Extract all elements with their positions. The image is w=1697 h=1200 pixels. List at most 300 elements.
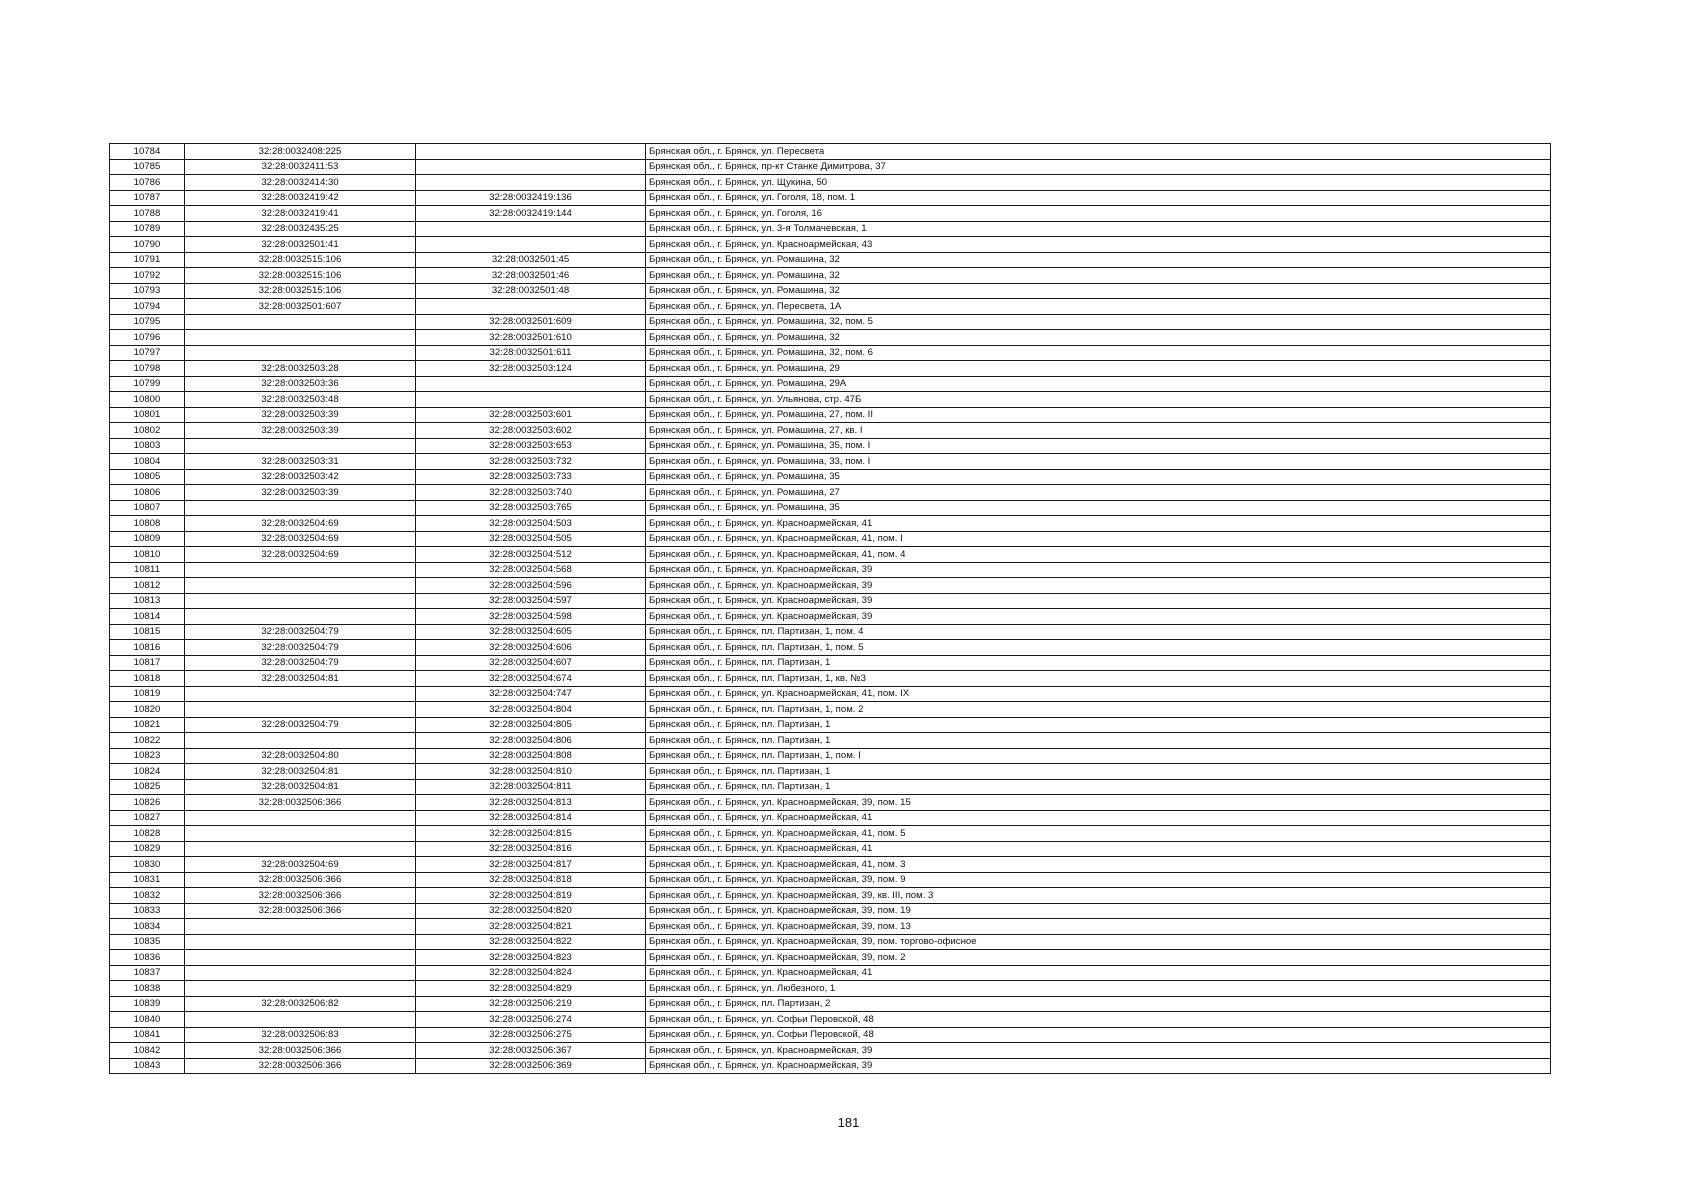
address-cell: Брянская обл., г. Брянск, ул. Красноармейская, 41, пом. IX [646,686,1551,702]
address-cell: Брянская обл., г. Брянск, ул. Красноармейская, 41, пом. 5 [646,826,1551,842]
object-cadastral-number-cell: 32:28:0032504:820 [416,903,646,919]
table-row [110,934,1551,950]
land-parcel-cadastral-number-cell [185,1012,416,1028]
row-number-cell: 10843 [110,1058,185,1074]
object-cadastral-number-cell [416,159,646,175]
object-cadastral-number-cell: 32:28:0032504:805 [416,717,646,733]
address-cell: Брянская обл., г. Брянск, ул. Ромашина, 35 [646,469,1551,485]
row-number-cell: 10810 [110,547,185,563]
row-number-cell: 10825 [110,779,185,795]
land-parcel-cadastral-number-cell [185,330,416,346]
address-cell: Брянская обл., г. Брянск, пл. Партизан, 1, кв. №3 [646,671,1551,687]
page-number: 181 [837,1115,860,1130]
table-row [110,407,1551,423]
address-cell: Брянская обл., г. Брянск, ул. Красноармейская, 39 [646,562,1551,578]
address-cell: Брянская обл., г. Брянск, ул. Ромашина, 32 [646,330,1551,346]
land-parcel-cadastral-number-cell [185,702,416,718]
row-number-cell: 10836 [110,950,185,966]
land-parcel-cadastral-number-cell: 32:28:0032419:42 [185,190,416,206]
land-parcel-cadastral-number-cell: 32:28:0032503:39 [185,407,416,423]
object-cadastral-number-cell: 32:28:0032501:46 [416,268,646,284]
row-number-cell: 10811 [110,562,185,578]
land-parcel-cadastral-number-cell [185,934,416,950]
land-parcel-cadastral-number-cell [185,841,416,857]
address-cell: Брянская обл., г. Брянск, ул. Ромашина, 27 [646,485,1551,501]
row-number-cell: 10785 [110,159,185,175]
table-row [110,888,1551,904]
table-row [110,950,1551,966]
address-cell: Брянская обл., г. Брянск, пл. Партизан, 1 [646,733,1551,749]
address-cell: Брянская обл., г. Брянск, ул. Ромашина, 35 [646,500,1551,516]
address-cell: Брянская обл., г. Брянск, ул. Красноармейская, 39 [646,1043,1551,1059]
object-cadastral-number-cell: 32:28:0032504:806 [416,733,646,749]
row-number-cell: 10801 [110,407,185,423]
address-cell: Брянская обл., г. Брянск, пл. Партизан, 2 [646,996,1551,1012]
row-number-cell: 10830 [110,857,185,873]
table-row [110,562,1551,578]
row-number-cell: 10841 [110,1027,185,1043]
object-cadastral-number-cell: 32:28:0032504:816 [416,841,646,857]
row-number-cell: 10796 [110,330,185,346]
row-number-cell: 10809 [110,531,185,547]
land-parcel-cadastral-number-cell [185,826,416,842]
land-parcel-cadastral-number-cell: 32:28:0032506:366 [185,1058,416,1074]
row-number-cell: 10839 [110,996,185,1012]
table-row [110,624,1551,640]
address-cell: Брянская обл., г. Брянск, ул. Ромашина, 33, пом. I [646,454,1551,470]
object-cadastral-number-cell: 32:28:0032503:653 [416,438,646,454]
object-cadastral-number-cell: 32:28:0032504:747 [416,686,646,702]
object-cadastral-number-cell: 32:28:0032504:503 [416,516,646,532]
address-cell: Брянская обл., г. Брянск, ул. 3-я Толмачевская, 1 [646,221,1551,237]
land-parcel-cadastral-number-cell: 32:28:0032504:79 [185,624,416,640]
object-cadastral-number-cell: 32:28:0032503:733 [416,469,646,485]
land-parcel-cadastral-number-cell: 32:28:0032414:30 [185,175,416,191]
row-number-cell: 10807 [110,500,185,516]
land-parcel-cadastral-number-cell: 32:28:0032501:41 [185,237,416,253]
address-cell: Брянская обл., г. Брянск, пл. Партизан, 1 [646,655,1551,671]
table-row [110,144,1551,160]
table-row [110,485,1551,501]
address-cell: Брянская обл., г. Брянск, ул. Ромашина, 29А [646,376,1551,392]
table-row [110,376,1551,392]
land-parcel-cadastral-number-cell: 32:28:0032501:607 [185,299,416,315]
row-number-cell: 10816 [110,640,185,656]
table-row [110,733,1551,749]
table-row [110,345,1551,361]
land-parcel-cadastral-number-cell [185,733,416,749]
row-number-cell: 10821 [110,717,185,733]
land-parcel-cadastral-number-cell: 32:28:0032504:69 [185,547,416,563]
table-row [110,221,1551,237]
object-cadastral-number-cell: 32:28:0032504:817 [416,857,646,873]
address-cell: Брянская обл., г. Брянск, ул. Гоголя, 16 [646,206,1551,222]
table-row [110,779,1551,795]
table-row [110,190,1551,206]
table-row [110,578,1551,594]
land-parcel-cadastral-number-cell: 32:28:0032504:69 [185,857,416,873]
table-row [110,655,1551,671]
row-number-cell: 10787 [110,190,185,206]
table-row [110,857,1551,873]
row-number-cell: 10803 [110,438,185,454]
object-cadastral-number-cell: 32:28:0032501:48 [416,283,646,299]
object-cadastral-number-cell: 32:28:0032503:601 [416,407,646,423]
object-cadastral-number-cell: 32:28:0032504:810 [416,764,646,780]
table-row [110,454,1551,470]
land-parcel-cadastral-number-cell: 32:28:0032411:53 [185,159,416,175]
table-row [110,748,1551,764]
address-cell: Брянская обл., г. Брянск, пл. Партизан, 1, пом. 2 [646,702,1551,718]
address-cell: Брянская обл., г. Брянск, ул. Ромашина, 32 [646,268,1551,284]
row-number-cell: 10837 [110,965,185,981]
row-number-cell: 10790 [110,237,185,253]
address-cell: Брянская обл., г. Брянск, ул. Красноармейская, 39, пом. 9 [646,872,1551,888]
row-number-cell: 10824 [110,764,185,780]
address-cell: Брянская обл., г. Брянск, ул. Пересвета, 1А [646,299,1551,315]
row-number-cell: 10789 [110,221,185,237]
object-cadastral-number-cell: 32:28:0032504:818 [416,872,646,888]
table-row [110,330,1551,346]
row-number-cell: 10798 [110,361,185,377]
address-cell: Брянская обл., г. Брянск, ул. Красноармейская, 39, кв. III, пом. 3 [646,888,1551,904]
land-parcel-cadastral-number-cell: 32:28:0032503:48 [185,392,416,408]
table-row [110,283,1551,299]
land-parcel-cadastral-number-cell: 32:28:0032504:81 [185,779,416,795]
object-cadastral-number-cell: 32:28:0032506:369 [416,1058,646,1074]
table-row [110,237,1551,253]
row-number-cell: 10804 [110,454,185,470]
row-number-cell: 10805 [110,469,185,485]
address-cell: Брянская обл., г. Брянск, ул. Ульянова, стр. 47Б [646,392,1551,408]
object-cadastral-number-cell: 32:28:0032503:765 [416,500,646,516]
address-cell: Брянская обл., г. Брянск, ул. Щукина, 50 [646,175,1551,191]
table-row [110,1027,1551,1043]
land-parcel-cadastral-number-cell: 32:28:0032503:39 [185,485,416,501]
land-parcel-cadastral-number-cell: 32:28:0032503:36 [185,376,416,392]
object-cadastral-number-cell: 32:28:0032504:505 [416,531,646,547]
object-cadastral-number-cell: 32:28:0032504:823 [416,950,646,966]
object-cadastral-number-cell [416,221,646,237]
land-parcel-cadastral-number-cell: 32:28:0032504:69 [185,516,416,532]
table-row [110,159,1551,175]
address-cell: Брянская обл., г. Брянск, ул. Ромашина, 32 [646,252,1551,268]
address-cell: Брянская обл., г. Брянск, ул. Красноармейская, 39, пом. торгово-офисное [646,934,1551,950]
table-row [110,500,1551,516]
registry-table [109,143,1551,1074]
land-parcel-cadastral-number-cell: 32:28:0032435:25 [185,221,416,237]
object-cadastral-number-cell: 32:28:0032506:275 [416,1027,646,1043]
table-row [110,438,1551,454]
table-row [110,810,1551,826]
land-parcel-cadastral-number-cell [185,438,416,454]
registry-table-body [110,144,1551,1074]
row-number-cell: 10791 [110,252,185,268]
row-number-cell: 10815 [110,624,185,640]
row-number-cell: 10812 [110,578,185,594]
object-cadastral-number-cell: 32:28:0032504:815 [416,826,646,842]
land-parcel-cadastral-number-cell [185,500,416,516]
address-cell: Брянская обл., г. Брянск, пл. Партизан, 1, пом. 4 [646,624,1551,640]
object-cadastral-number-cell: 32:28:0032501:611 [416,345,646,361]
land-parcel-cadastral-number-cell: 32:28:0032408:225 [185,144,416,160]
object-cadastral-number-cell: 32:28:0032503:732 [416,454,646,470]
object-cadastral-number-cell: 32:28:0032504:813 [416,795,646,811]
row-number-cell: 10786 [110,175,185,191]
row-number-cell: 10813 [110,593,185,609]
land-parcel-cadastral-number-cell: 32:28:0032504:81 [185,764,416,780]
table-row [110,841,1551,857]
object-cadastral-number-cell: 32:28:0032504:512 [416,547,646,563]
address-cell: Брянская обл., г. Брянск, ул. Красноармейская, 39, пом. 13 [646,919,1551,935]
land-parcel-cadastral-number-cell [185,981,416,997]
address-cell: Брянская обл., г. Брянск, ул. Ромашина, 29 [646,361,1551,377]
object-cadastral-number-cell: 32:28:0032504:674 [416,671,646,687]
address-cell: Брянская обл., г. Брянск, ул. Красноармейская, 41, пом. I [646,531,1551,547]
address-cell: Брянская обл., г. Брянск, ул. Ромашина, 32 [646,283,1551,299]
row-number-cell: 10819 [110,686,185,702]
address-cell: Брянская обл., г. Брянск, ул. Ромашина, 32, пом. 6 [646,345,1551,361]
land-parcel-cadastral-number-cell: 32:28:0032515:106 [185,268,416,284]
object-cadastral-number-cell: 32:28:0032504:607 [416,655,646,671]
row-number-cell: 10828 [110,826,185,842]
table-row [110,919,1551,935]
row-number-cell: 10820 [110,702,185,718]
land-parcel-cadastral-number-cell [185,578,416,594]
address-cell: Брянская обл., г. Брянск, пл. Партизан, 1, пом. 5 [646,640,1551,656]
table-row [110,392,1551,408]
row-number-cell: 10817 [110,655,185,671]
address-cell: Брянская обл., г. Брянск, ул. Софьи Перовской, 48 [646,1027,1551,1043]
object-cadastral-number-cell: 32:28:0032504:804 [416,702,646,718]
land-parcel-cadastral-number-cell: 32:28:0032506:366 [185,888,416,904]
table-row [110,764,1551,780]
address-cell: Брянская обл., г. Брянск, ул. Красноармейская, 39 [646,593,1551,609]
row-number-cell: 10806 [110,485,185,501]
table-row [110,717,1551,733]
row-number-cell: 10797 [110,345,185,361]
object-cadastral-number-cell: 32:28:0032504:814 [416,810,646,826]
row-number-cell: 10823 [110,748,185,764]
row-number-cell: 10833 [110,903,185,919]
land-parcel-cadastral-number-cell: 32:28:0032503:28 [185,361,416,377]
table-row [110,795,1551,811]
table-row [110,981,1551,997]
row-number-cell: 10834 [110,919,185,935]
object-cadastral-number-cell: 32:28:0032504:605 [416,624,646,640]
object-cadastral-number-cell: 32:28:0032504:606 [416,640,646,656]
land-parcel-cadastral-number-cell [185,562,416,578]
object-cadastral-number-cell: 32:28:0032501:610 [416,330,646,346]
table-row [110,469,1551,485]
address-cell: Брянская обл., г. Брянск, ул. Красноармейская, 41, пом. 4 [646,547,1551,563]
row-number-cell: 10784 [110,144,185,160]
object-cadastral-number-cell: 32:28:0032504:829 [416,981,646,997]
object-cadastral-number-cell: 32:28:0032504:598 [416,609,646,625]
row-number-cell: 10799 [110,376,185,392]
table-row [110,268,1551,284]
row-number-cell: 10831 [110,872,185,888]
address-cell: Брянская обл., г. Брянск, ул. Красноармейская, 41 [646,965,1551,981]
object-cadastral-number-cell: 32:28:0032504:568 [416,562,646,578]
object-cadastral-number-cell [416,144,646,160]
land-parcel-cadastral-number-cell: 32:28:0032506:83 [185,1027,416,1043]
object-cadastral-number-cell [416,392,646,408]
table-row [110,516,1551,532]
address-cell: Брянская обл., г. Брянск, пл. Партизан, 1 [646,717,1551,733]
land-parcel-cadastral-number-cell: 32:28:0032506:366 [185,903,416,919]
table-row [110,1012,1551,1028]
table-row [110,252,1551,268]
row-number-cell: 10808 [110,516,185,532]
object-cadastral-number-cell [416,299,646,315]
address-cell: Брянская обл., г. Брянск, ул. Ромашина, 27, кв. I [646,423,1551,439]
row-number-cell: 10838 [110,981,185,997]
land-parcel-cadastral-number-cell: 32:28:0032503:31 [185,454,416,470]
land-parcel-cadastral-number-cell: 32:28:0032504:79 [185,655,416,671]
object-cadastral-number-cell: 32:28:0032506:219 [416,996,646,1012]
object-cadastral-number-cell: 32:28:0032504:821 [416,919,646,935]
address-cell: Брянская обл., г. Брянск, ул. Гоголя, 18, пом. 1 [646,190,1551,206]
table-row [110,1058,1551,1074]
object-cadastral-number-cell: 32:28:0032506:367 [416,1043,646,1059]
object-cadastral-number-cell [416,237,646,253]
address-cell: Брянская обл., г. Брянск, ул. Красноармейская, 41 [646,841,1551,857]
table-row [110,206,1551,222]
land-parcel-cadastral-number-cell: 32:28:0032504:81 [185,671,416,687]
land-parcel-cadastral-number-cell: 32:28:0032515:106 [185,283,416,299]
table-row [110,996,1551,1012]
address-cell: Брянская обл., г. Брянск, пр-кт Станке Димитрова, 37 [646,159,1551,175]
land-parcel-cadastral-number-cell: 32:28:0032506:366 [185,1043,416,1059]
address-cell: Брянская обл., г. Брянск, ул. Ромашина, 35, пом. I [646,438,1551,454]
land-parcel-cadastral-number-cell: 32:28:0032504:80 [185,748,416,764]
address-cell: Брянская обл., г. Брянск, ул. Ромашина, 32, пом. 5 [646,314,1551,330]
table-row [110,702,1551,718]
table-row [110,547,1551,563]
land-parcel-cadastral-number-cell: 32:28:0032504:79 [185,640,416,656]
object-cadastral-number-cell: 32:28:0032503:124 [416,361,646,377]
object-cadastral-number-cell: 32:28:0032504:819 [416,888,646,904]
row-number-cell: 10802 [110,423,185,439]
table-row [110,826,1551,842]
row-number-cell: 10795 [110,314,185,330]
land-parcel-cadastral-number-cell: 32:28:0032506:366 [185,872,416,888]
table-row [110,609,1551,625]
table-row [110,423,1551,439]
row-number-cell: 10788 [110,206,185,222]
land-parcel-cadastral-number-cell: 32:28:0032515:106 [185,252,416,268]
land-parcel-cadastral-number-cell [185,810,416,826]
table-row [110,299,1551,315]
address-cell: Брянская обл., г. Брянск, ул. Красноармейская, 41 [646,810,1551,826]
object-cadastral-number-cell: 32:28:0032419:136 [416,190,646,206]
land-parcel-cadastral-number-cell [185,950,416,966]
row-number-cell: 10822 [110,733,185,749]
table-row [110,531,1551,547]
row-number-cell: 10800 [110,392,185,408]
row-number-cell: 10832 [110,888,185,904]
row-number-cell: 10794 [110,299,185,315]
land-parcel-cadastral-number-cell: 32:28:0032503:42 [185,469,416,485]
object-cadastral-number-cell: 32:28:0032504:822 [416,934,646,950]
land-parcel-cadastral-number-cell: 32:28:0032419:41 [185,206,416,222]
address-cell: Брянская обл., г. Брянск, ул. Красноармейская, 39, пом. 19 [646,903,1551,919]
row-number-cell: 10829 [110,841,185,857]
object-cadastral-number-cell: 32:28:0032503:740 [416,485,646,501]
address-cell: Брянская обл., г. Брянск, ул. Пересвета [646,144,1551,160]
land-parcel-cadastral-number-cell [185,965,416,981]
object-cadastral-number-cell: 32:28:0032419:144 [416,206,646,222]
object-cadastral-number-cell: 32:28:0032504:808 [416,748,646,764]
land-parcel-cadastral-number-cell [185,609,416,625]
address-cell: Брянская обл., г. Брянск, ул. Красноармейская, 39, пом. 15 [646,795,1551,811]
row-number-cell: 10835 [110,934,185,950]
land-parcel-cadastral-number-cell [185,919,416,935]
object-cadastral-number-cell [416,376,646,392]
table-row [110,361,1551,377]
address-cell: Брянская обл., г. Брянск, ул. Красноармейская, 39 [646,578,1551,594]
land-parcel-cadastral-number-cell [185,345,416,361]
table-row [110,671,1551,687]
land-parcel-cadastral-number-cell [185,686,416,702]
object-cadastral-number-cell: 32:28:0032501:45 [416,252,646,268]
row-number-cell: 10814 [110,609,185,625]
object-cadastral-number-cell: 32:28:0032506:274 [416,1012,646,1028]
land-parcel-cadastral-number-cell: 32:28:0032506:82 [185,996,416,1012]
object-cadastral-number-cell: 32:28:0032504:824 [416,965,646,981]
land-parcel-cadastral-number-cell [185,314,416,330]
address-cell: Брянская обл., г. Брянск, ул. Ромашина, 27, пом. II [646,407,1551,423]
row-number-cell: 10827 [110,810,185,826]
row-number-cell: 10840 [110,1012,185,1028]
row-number-cell: 10818 [110,671,185,687]
table-row [110,593,1551,609]
address-cell: Брянская обл., г. Брянск, ул. Любезного, 1 [646,981,1551,997]
object-cadastral-number-cell [416,175,646,191]
row-number-cell: 10826 [110,795,185,811]
table-row [110,965,1551,981]
land-parcel-cadastral-number-cell: 32:28:0032506:366 [185,795,416,811]
table-row [110,175,1551,191]
object-cadastral-number-cell: 32:28:0032504:597 [416,593,646,609]
address-cell: Брянская обл., г. Брянск, ул. Красноармейская, 39 [646,1058,1551,1074]
table-row [110,686,1551,702]
object-cadastral-number-cell: 32:28:0032501:609 [416,314,646,330]
land-parcel-cadastral-number-cell: 32:28:0032504:79 [185,717,416,733]
table-row [110,903,1551,919]
address-cell: Брянская обл., г. Брянск, ул. Софьи Перовской, 48 [646,1012,1551,1028]
address-cell: Брянская обл., г. Брянск, пл. Партизан, 1 [646,764,1551,780]
object-cadastral-number-cell: 32:28:0032504:811 [416,779,646,795]
address-cell: Брянская обл., г. Брянск, ул. Красноармейская, 41 [646,516,1551,532]
row-number-cell: 10792 [110,268,185,284]
table-row [110,872,1551,888]
address-cell: Брянская обл., г. Брянск, ул. Красноармейская, 39, пом. 2 [646,950,1551,966]
land-parcel-cadastral-number-cell: 32:28:0032504:69 [185,531,416,547]
object-cadastral-number-cell: 32:28:0032504:596 [416,578,646,594]
row-number-cell: 10793 [110,283,185,299]
land-parcel-cadastral-number-cell: 32:28:0032503:39 [185,423,416,439]
land-parcel-cadastral-number-cell [185,593,416,609]
address-cell: Брянская обл., г. Брянск, ул. Красноармейская, 41, пом. 3 [646,857,1551,873]
address-cell: Брянская обл., г. Брянск, ул. Красноармейская, 43 [646,237,1551,253]
object-cadastral-number-cell: 32:28:0032503:602 [416,423,646,439]
table-row [110,1043,1551,1059]
table-row [110,640,1551,656]
row-number-cell: 10842 [110,1043,185,1059]
address-cell: Брянская обл., г. Брянск, пл. Партизан, 1 [646,779,1551,795]
